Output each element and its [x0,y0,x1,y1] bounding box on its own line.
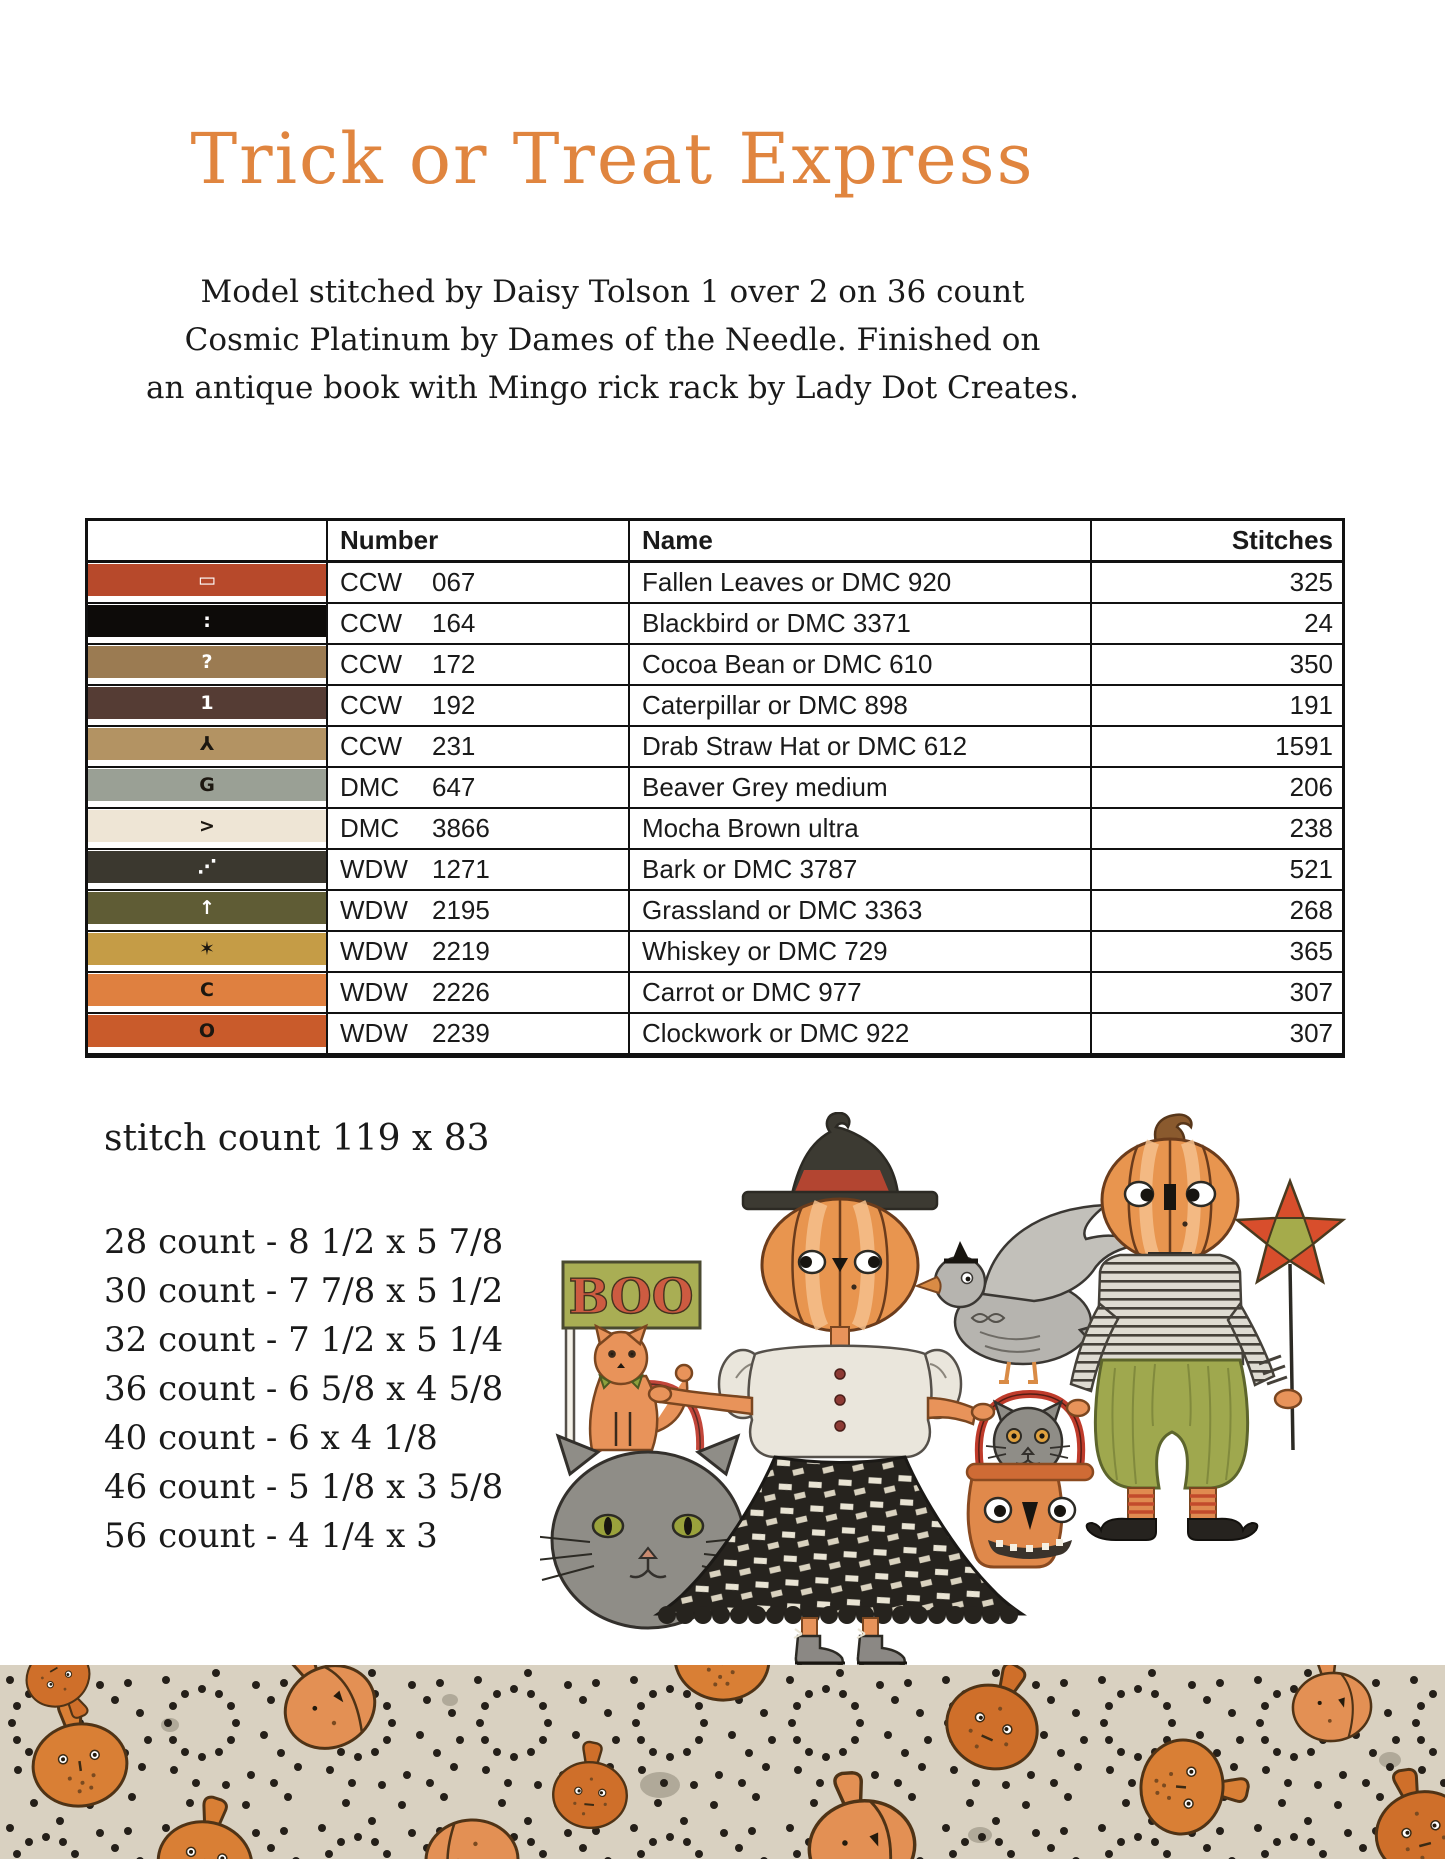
pumpkin-man-hand [1067,1400,1089,1416]
thread-number-cell [328,727,630,766]
chart-symbol: ⋰ [197,855,217,878]
star-wand [1237,1181,1343,1450]
stitch-count-cell: 268 [1289,895,1333,925]
chart-symbol: G [199,773,215,796]
stitch-count-cell: 307 [1289,977,1333,1007]
thread-brand: CCW [340,567,403,597]
thread-code: 2195 [432,895,490,925]
color-swatch-cell [88,727,328,766]
thread-number-cell [328,973,630,1012]
color-swatch-cell [88,604,328,643]
thread-brand: DMC [340,813,400,843]
fabric-size-line: 30 count - 7 7/8 x 5 1/2 [104,1271,504,1311]
witch-figure [649,1113,1022,1666]
thread-name-cell: Beaver Grey medium [630,768,1092,807]
fabric-size-line: 36 count - 6 5/8 x 4 5/8 [104,1369,504,1409]
thread-name-cell: Whiskey or DMC 729 [630,932,1092,971]
table-row [88,727,1342,768]
thread-name-cell: Drab Straw Hat or DMC 612 [630,727,1092,766]
fabric-size-line: 40 count - 6 x 4 1/8 [104,1418,438,1458]
header-stitches-cell: Stitches [1231,525,1333,555]
page-title: Trick or Treat Express [190,118,1035,200]
table-row [88,850,1342,891]
header-symbol-cell [88,521,328,560]
thread-name-cell: Fallen Leaves or DMC 920 [630,563,1092,602]
thread-number-cell [328,686,630,725]
header-number-cell: Number [328,521,630,560]
color-swatch-cell [88,809,328,848]
witch-hand [972,1404,994,1420]
witch-pumpkin-head [762,1199,918,1331]
thread-color-swatch [88,728,326,760]
thread-brand: WDW [340,936,408,966]
curled-witch-shoes [1087,1518,1258,1540]
table-row [88,891,1342,932]
header-name-cell: Name [630,521,1092,560]
thread-color-swatch [88,605,326,637]
thread-brand: CCW [340,608,403,638]
thread-code: 067 [432,567,476,597]
thread-color-swatch [88,810,326,842]
color-swatch-cell [88,686,328,725]
thread-brand: CCW [340,690,403,720]
title-block [0,0,1225,200]
chart-symbol: C [200,978,214,1001]
thread-brand: WDW [340,1018,408,1048]
thread-number-cell [328,563,630,602]
color-swatch-cell [88,1014,328,1053]
table-row [88,645,1342,686]
fabric-size-line: 28 count - 8 1/2 x 5 7/8 [104,1222,504,1262]
thread-code: 231 [432,731,476,761]
color-swatch-cell [88,645,328,684]
thread-name-cell: Blackbird or DMC 3371 [630,604,1092,643]
thread-code: 164 [432,608,476,638]
boo-sign-text: BOO [568,1269,694,1325]
witch-legs [794,1618,907,1666]
thread-color-swatch [88,564,326,596]
thread-number-cell [328,1014,630,1053]
striped-shirt [1097,1255,1243,1364]
thread-brand: WDW [340,895,408,925]
thread-color-swatch [88,892,326,924]
chart-symbol: O [198,1019,216,1042]
thread-brand: DMC [340,772,400,802]
thread-color-swatch [88,1015,326,1047]
color-swatch-cell [88,973,328,1012]
thread-name-cell: Bark or DMC 3787 [630,850,1092,889]
pants [1095,1360,1247,1488]
thread-name-cell: Clockwork or DMC 922 [630,1014,1092,1053]
striped-socks [1128,1488,1216,1520]
witch-blouse [719,1346,961,1457]
thread-number-cell [328,768,630,807]
pumpkin-fabric-border [0,1665,1445,1859]
thread-number-cell [328,604,630,643]
thread-brand: WDW [340,977,408,1007]
stitch-count-cell: 191 [1289,690,1333,720]
table-row [88,1014,1342,1055]
thread-color-swatch [88,687,326,719]
fabric-size-line: 32 count - 7 1/2 x 5 1/4 [104,1320,504,1360]
thread-number-cell [328,809,630,848]
thread-code: 2219 [432,936,490,966]
thread-number-cell [328,932,630,971]
description-line: an antique book with Mingo rick rack by Lady Dot Creates. [146,370,1079,406]
halloween-illustration [540,1112,1370,1670]
table-row [88,686,1342,727]
thread-code: 2239 [432,1018,490,1048]
stitch-count-cell: 365 [1289,936,1333,966]
table-row [88,768,1342,809]
stitch-count-cell: 238 [1289,813,1333,843]
stitch-count-cell: 206 [1289,772,1333,802]
chart-symbol: ⅄ [199,732,215,755]
table-row [88,563,1342,604]
thread-name-cell: Grassland or DMC 3363 [630,891,1092,930]
thread-color-swatch [88,769,326,801]
chart-symbol: ▭ [198,568,216,591]
jack-o-lantern-basket [967,1394,1093,1567]
thread-number-cell [328,645,630,684]
color-swatch-cell [88,563,328,602]
thread-code: 3866 [432,813,490,843]
stitch-count-cell: 24 [1304,608,1333,638]
thread-color-swatch [88,851,326,883]
thread-name-cell: Caterpillar or DMC 898 [630,686,1092,725]
thread-code: 192 [432,690,476,720]
thread-color-swatch [88,646,326,678]
thread-name-cell: Cocoa Bean or DMC 610 [630,645,1092,684]
model-description [0,268,1225,412]
witch-hat [743,1113,937,1209]
thread-code: 1271 [432,854,490,884]
color-swatch-cell [88,932,328,971]
stitch-count-cell: 307 [1289,1018,1333,1048]
stitch-count-cell: 325 [1289,567,1333,597]
fabric-size-line: 46 count - 5 1/8 x 3 5/8 [104,1467,504,1507]
thread-brand: CCW [340,731,403,761]
table-row [88,809,1342,850]
fabric-size-line: 56 count - 4 1/4 x 3 [104,1516,438,1556]
thread-number-cell [328,891,630,930]
table-header-row [88,521,1342,563]
thread-code: 2226 [432,977,490,1007]
thread-name-cell: Carrot or DMC 977 [630,973,1092,1012]
chart-symbol: 1 [200,691,214,714]
color-swatch-cell [88,768,328,807]
thread-color-swatch [88,974,326,1006]
table-row [88,604,1342,645]
wand-hand [1275,1390,1301,1408]
chart-symbol: ? [201,650,213,673]
table-row [88,932,1342,973]
chart-symbol: : [203,609,211,632]
thread-code: 172 [432,649,476,679]
color-swatch-cell [88,891,328,930]
color-swatch-cell [88,850,328,889]
thread-number-cell [328,850,630,889]
thread-brand: CCW [340,649,403,679]
thread-name-cell: Mocha Brown ultra [630,809,1092,848]
thread-color-swatch [88,933,326,965]
chart-symbol: ✶ [199,937,215,960]
chart-symbol: > [199,814,215,837]
chart-symbol: ↑ [199,896,215,919]
stitch-count-label: stitch count 119 x 83 [104,1118,490,1159]
stitch-count-cell: 1591 [1275,731,1333,761]
thread-legend-table [85,518,1345,1058]
pumpkin-man-figure [1071,1115,1343,1540]
thread-brand: WDW [340,854,408,884]
fabric-sizes-list [104,1218,503,1561]
description-line: Cosmic Platinum by Dames of the Needle. Finished on [184,322,1041,358]
thread-code: 647 [432,772,476,802]
table-row [88,973,1342,1014]
description-line: Model stitched by Daisy Tolson 1 over 2 on 36 count [200,274,1025,310]
stitch-count-cell: 521 [1289,854,1333,884]
stitch-count-cell: 350 [1289,649,1333,679]
